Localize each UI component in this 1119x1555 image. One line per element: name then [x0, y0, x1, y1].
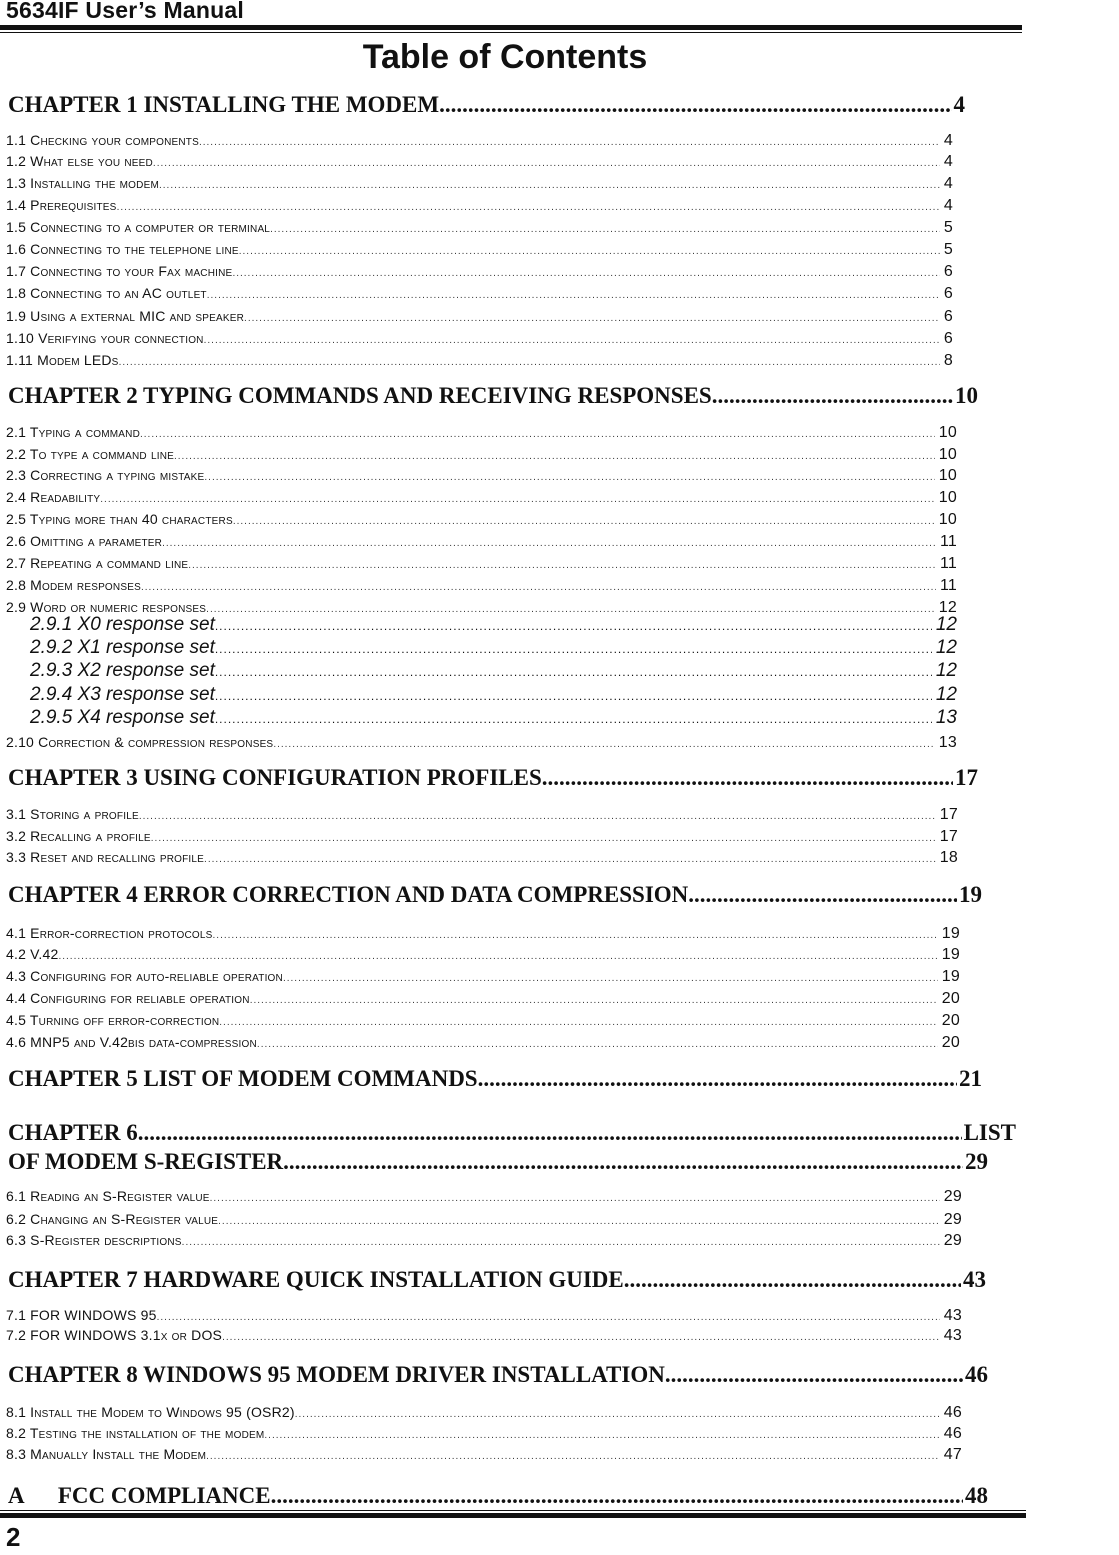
- toc-entry-label: 6.1 Reading an S-Register value: [6, 1188, 210, 1204]
- toc-entry-page-number: 12: [935, 660, 957, 681]
- toc-entry-label: 1.9 Using a external MIC and speaker: [6, 308, 245, 324]
- toc-section-entry[interactable]: [6, 1188, 962, 1208]
- toc-entry-label: 2.9.3 X2 response set: [30, 660, 215, 681]
- toc-entry-label: CHAPTER 2 TYPING COMMANDS AND RECEIVING RESPONSES: [8, 383, 712, 408]
- toc-entry-page-number: 4: [943, 197, 953, 214]
- toc-entry-label: 2.9.1 X0 response set: [30, 614, 215, 635]
- toc-entry-page-number: 4: [953, 92, 965, 117]
- toc-section-entry[interactable]: [6, 424, 957, 444]
- toc-section-entry[interactable]: [6, 446, 957, 466]
- toc-entry-page-number: 17: [939, 828, 958, 845]
- dot-leader: [712, 383, 953, 409]
- toc-section-entry[interactable]: [6, 1034, 960, 1054]
- toc-entry-label: 3.3 Reset and recalling profile: [6, 849, 205, 865]
- toc-section-entry[interactable]: [6, 153, 953, 173]
- toc-section-entry[interactable]: [6, 308, 953, 328]
- toc-section-entry[interactable]: [6, 806, 958, 826]
- toc-entry-page-number: 8: [943, 352, 953, 369]
- toc-entry-page-number: 43: [943, 1307, 962, 1324]
- toc-entry-label: 4.2 V.42: [6, 946, 59, 962]
- dot-leader: [206, 1446, 940, 1462]
- toc-entry-label: 4.5 Turning off error-correction: [6, 1012, 220, 1028]
- toc-entry-label: 2.9 Word or numeric responses: [6, 599, 207, 615]
- dot-leader: [139, 806, 936, 822]
- toc-chapter-entry[interactable]: [8, 383, 978, 411]
- toc-entry-label: 4.3 Configuring for auto-reliable operation: [6, 968, 283, 984]
- toc-entry-page-number: 19: [941, 925, 960, 942]
- dot-leader: [213, 925, 938, 941]
- dot-leader: [182, 1232, 940, 1248]
- toc-entry-label: 2.8 Modem responses: [6, 577, 141, 593]
- dot-leader: [257, 1034, 938, 1050]
- toc-subsection-entry[interactable]: [30, 637, 957, 661]
- toc-chapter-entry[interactable]: [8, 1483, 988, 1511]
- toc-section-entry[interactable]: [6, 734, 957, 754]
- toc-entry-page-number: LIST: [963, 1120, 1016, 1145]
- toc-entry-label: 2.9.2 X1 response set: [30, 637, 215, 658]
- toc-entry-label: CHAPTER 8 WINDOWS 95 MODEM DRIVER INSTALLATION: [8, 1362, 665, 1387]
- toc-entry-page-number: 18: [939, 849, 958, 866]
- toc-section-entry[interactable]: [6, 352, 953, 372]
- toc-entry-page-number: 10: [938, 489, 957, 506]
- toc-subsection-entry[interactable]: [30, 614, 957, 638]
- toc-section-entry[interactable]: [6, 1012, 960, 1032]
- dot-leader: [207, 285, 940, 301]
- toc-section-entry[interactable]: [6, 175, 953, 195]
- dot-leader: [688, 882, 957, 908]
- toc-section-entry[interactable]: [6, 330, 953, 350]
- dot-leader: [244, 308, 940, 324]
- toc-entry-label: 1.7 Connecting to your Fax machine: [6, 263, 233, 279]
- toc-entry-page-number: 4: [943, 153, 953, 170]
- toc-entry-page-number: 10: [938, 446, 957, 463]
- dot-leader: [295, 1404, 940, 1420]
- toc-entry-page-number: 6: [943, 308, 953, 325]
- running-header: 5634IF User’s Manual: [6, 0, 244, 23]
- toc-entry-page-number: 10: [938, 467, 957, 484]
- toc-section-entry[interactable]: [6, 533, 957, 553]
- toc-section-entry[interactable]: [6, 197, 953, 217]
- dot-leader: [264, 1425, 939, 1441]
- dot-leader: [204, 849, 936, 865]
- toc-entry-page-number: 46: [965, 1362, 988, 1387]
- toc-entry-page-number: 29: [943, 1188, 962, 1205]
- toc-entry-label: 2.9.5 X4 response set: [30, 707, 215, 728]
- toc-entry-page-number: 6: [943, 263, 953, 280]
- dot-leader: [270, 219, 940, 235]
- toc-entry-label: 2.6 Omitting a parameter: [6, 533, 163, 549]
- toc-section-entry[interactable]: [6, 285, 953, 305]
- dot-leader: [232, 263, 939, 279]
- toc-entry-label: 2.3 Correcting a typing mistake: [6, 467, 205, 483]
- toc-section-entry[interactable]: [6, 1446, 962, 1466]
- toc-entry-page-number: 29: [943, 1232, 962, 1249]
- toc-chapter-entry[interactable]: [8, 1362, 988, 1390]
- toc-entry-page-number: 46: [943, 1404, 962, 1421]
- toc-entry-page-number: 12: [935, 684, 957, 705]
- toc-entry-page-number: 43: [963, 1267, 986, 1292]
- toc-entry-page-number: 47: [943, 1446, 962, 1463]
- toc-entry-label: CHAPTER 6: [8, 1120, 138, 1145]
- toc-entry-label: 8.2 Testing the installation of the modem: [6, 1425, 265, 1441]
- dot-leader: [665, 1362, 963, 1388]
- toc-section-entry[interactable]: [6, 219, 953, 239]
- toc-entry-label: 4.6 MNP5 and V.42bis data-compression: [6, 1034, 257, 1050]
- dot-leader: [138, 1120, 962, 1146]
- dot-leader: [239, 241, 940, 257]
- toc-section-entry[interactable]: [6, 925, 960, 945]
- toc-entry-page-number: 11: [939, 555, 957, 572]
- dot-leader: [141, 577, 936, 593]
- dot-leader: [188, 555, 936, 571]
- toc-entry-page-number: 20: [941, 1012, 960, 1029]
- toc-entry-label: 2.9.4 X3 response set: [30, 684, 215, 705]
- page-number: 2: [6, 1522, 21, 1552]
- toc-section-entry[interactable]: [6, 849, 958, 869]
- toc-section-entry[interactable]: [6, 1425, 962, 1445]
- dot-leader: [119, 352, 940, 368]
- toc-entry-label: 2.1 Typing a command: [6, 424, 140, 440]
- dot-leader: [283, 1149, 963, 1175]
- dot-leader: [271, 1483, 963, 1509]
- toc-section-entry[interactable]: [6, 1211, 962, 1231]
- toc-entry-label: 1.8 Connecting to an AC outlet: [6, 285, 207, 301]
- dot-leader: [100, 489, 935, 505]
- dot-leader: [233, 511, 935, 527]
- toc-entry-label: 6.3 S-Register descriptions: [6, 1232, 182, 1248]
- toc-entry-label: 7.2 FOR WINDOWS 3.1x or DOS: [6, 1327, 223, 1343]
- toc-entry-page-number: 12: [938, 599, 957, 616]
- toc-entry-label: 1.10 Verifying your connection: [6, 330, 204, 346]
- toc-entry-page-number: 6: [943, 285, 953, 302]
- toc-entry-label: 1.2 What else you need: [6, 153, 153, 169]
- toc-entry-page-number: 43: [943, 1327, 962, 1344]
- toc-subsection-entry[interactable]: [30, 660, 957, 684]
- toc-section-entry[interactable]: [6, 990, 960, 1010]
- toc-entry-label: 1.11 Modem LEDs: [6, 352, 119, 368]
- toc-section-entry[interactable]: [6, 489, 957, 509]
- dot-leader: [159, 175, 940, 191]
- footer-rule: [0, 1510, 1026, 1518]
- dot-leader: [58, 946, 937, 962]
- toc-entry-page-number: 21: [959, 1066, 982, 1091]
- toc-section-entry[interactable]: [6, 241, 953, 261]
- toc-entry-label: A FCC COMPLIANCE: [8, 1483, 271, 1508]
- toc-entry-page-number: 19: [941, 946, 960, 963]
- toc-entry-page-number: 4: [943, 132, 953, 149]
- toc-chapter-entry[interactable]: [8, 1066, 982, 1094]
- dot-leader: [218, 1211, 940, 1227]
- toc-entry-label: 6.2 Changing an S-Register value: [6, 1211, 219, 1227]
- dot-leader: [219, 1012, 938, 1028]
- toc-entry-page-number: 13: [935, 707, 957, 728]
- dot-leader: [215, 707, 932, 729]
- toc-entry-label: CHAPTER 7 HARDWARE QUICK INSTALLATION GUIDE: [8, 1267, 624, 1292]
- toc-entry-label: 4.1 Error-correction protocols: [6, 925, 213, 941]
- dot-leader: [222, 1327, 940, 1343]
- toc-entry-label: 4.4 Configuring for reliable operation: [6, 990, 250, 1006]
- toc-chapter-entry[interactable]: [8, 1149, 988, 1177]
- toc-entry-page-number: 10: [938, 511, 957, 528]
- dot-leader: [153, 153, 940, 169]
- toc-entry-label: 1.4 Prerequisites: [6, 197, 117, 213]
- toc-entry-label: CHAPTER 4 ERROR CORRECTION AND DATA COMPRESSION: [8, 882, 689, 907]
- toc-entry-label: 7.1 FOR WINDOWS 95: [6, 1307, 157, 1323]
- toc-entry-page-number: 17: [955, 765, 978, 790]
- toc-entry-label: CHAPTER 1 INSTALLING THE MODEM: [8, 92, 440, 117]
- toc-subsection-entry[interactable]: [30, 684, 957, 708]
- toc-entry-page-number: 12: [935, 637, 957, 658]
- dot-leader: [204, 467, 934, 483]
- toc-entry-label: 1.5 Connecting to a computer or terminal: [6, 219, 271, 235]
- toc-entry-page-number: 11: [939, 533, 957, 550]
- toc-entry-label: 2.10 Correction & compression responses: [6, 734, 274, 750]
- toc-entry-label: 3.1 Storing a profile: [6, 806, 139, 822]
- toc-entry-page-number: 19: [959, 882, 982, 907]
- dot-leader: [215, 614, 932, 636]
- toc-section-entry[interactable]: [6, 1327, 962, 1347]
- toc-section-entry[interactable]: [6, 467, 957, 487]
- dot-leader: [215, 660, 932, 682]
- toc-entry-page-number: 29: [965, 1149, 988, 1174]
- toc-section-entry[interactable]: [6, 263, 953, 283]
- toc-entry-page-number: 10: [955, 383, 978, 408]
- toc-section-entry[interactable]: [6, 555, 957, 575]
- toc-entry-page-number: 17: [939, 806, 958, 823]
- dot-leader: [624, 1267, 961, 1293]
- toc-chapter-entry[interactable]: [8, 765, 978, 793]
- toc-section-entry[interactable]: [6, 1232, 962, 1252]
- toc-entry-label: 2.2 To type a command line: [6, 446, 174, 462]
- toc-chapter-entry[interactable]: [8, 882, 982, 910]
- toc-entry-page-number: 48: [965, 1483, 988, 1508]
- dot-leader: [215, 684, 932, 706]
- dot-leader: [283, 968, 938, 984]
- dot-leader: [140, 424, 935, 440]
- dot-leader: [210, 1188, 940, 1204]
- toc-entry-page-number: 6: [943, 330, 953, 347]
- toc-entry-page-number: 29: [943, 1211, 962, 1228]
- dot-leader: [157, 1307, 940, 1323]
- dot-leader: [162, 533, 936, 549]
- dot-leader: [117, 197, 940, 213]
- dot-leader: [542, 765, 953, 791]
- toc-entry-page-number: 13: [938, 734, 957, 751]
- toc-entry-label: 1.1 Checking your components: [6, 132, 199, 148]
- toc-entry-page-number: 4: [943, 175, 953, 192]
- dot-leader: [204, 330, 940, 346]
- toc-entry-page-number: 11: [939, 577, 957, 594]
- dot-leader: [151, 828, 936, 844]
- toc-entry-page-number: 10: [938, 424, 957, 441]
- toc-entry-label: 8.1 Install the Modem to Windows 95 (OSR2): [6, 1404, 295, 1420]
- toc-entry-page-number: 46: [943, 1425, 962, 1442]
- toc-chapter-entry[interactable]: [8, 92, 965, 120]
- toc-section-entry[interactable]: [6, 577, 957, 597]
- toc-entry-label: 2.4 Readability: [6, 489, 101, 505]
- dot-leader: [199, 132, 940, 148]
- page-title: Table of Contents: [362, 38, 648, 76]
- toc-entry-page-number: 5: [943, 241, 953, 258]
- toc-section-entry[interactable]: [6, 511, 957, 531]
- toc-section-entry[interactable]: [6, 1307, 962, 1327]
- dot-leader: [273, 734, 934, 750]
- toc-entry-label: CHAPTER 3 USING CONFIGURATION PROFILES: [8, 765, 542, 790]
- dot-leader: [478, 1066, 957, 1092]
- toc-section-entry[interactable]: [6, 946, 960, 966]
- toc-entry-page-number: 19: [941, 968, 960, 985]
- toc-chapter-entry[interactable]: [8, 1120, 1016, 1148]
- toc-entry-page-number: 20: [941, 1034, 960, 1051]
- toc-section-entry[interactable]: [6, 132, 953, 152]
- toc-entry-label: 8.3 Manually Install the Modem: [6, 1446, 207, 1462]
- toc-entry-page-number: 5: [943, 219, 953, 236]
- toc-section-entry[interactable]: [6, 968, 960, 988]
- toc-entry-label: 2.7 Repeating a command line: [6, 555, 189, 571]
- toc-entry-label: 3.2 Recalling a profile: [6, 828, 151, 844]
- dot-leader: [250, 990, 938, 1006]
- toc-entry-label: OF MODEM S-REGISTER: [8, 1149, 284, 1174]
- toc-section-entry[interactable]: [6, 828, 958, 848]
- dot-leader: [174, 446, 935, 462]
- toc-entry-label: 2.5 Typing more than 40 characters: [6, 511, 233, 527]
- toc-entry-label: 1.3 Installing the modem: [6, 175, 159, 191]
- toc-entry-label: 1.6 Connecting to the telephone line: [6, 241, 239, 257]
- dot-leader: [215, 637, 932, 659]
- toc-entry-page-number: 12: [935, 614, 957, 635]
- dot-leader: [439, 92, 951, 118]
- toc-entry-label: CHAPTER 5 LIST OF MODEM COMMANDS: [8, 1066, 478, 1091]
- toc-chapter-entry[interactable]: [8, 1267, 986, 1295]
- toc-section-entry[interactable]: [6, 1404, 962, 1424]
- toc-entry-page-number: 20: [941, 990, 960, 1007]
- toc-subsection-entry[interactable]: [30, 707, 957, 731]
- dot-leader: [206, 599, 935, 615]
